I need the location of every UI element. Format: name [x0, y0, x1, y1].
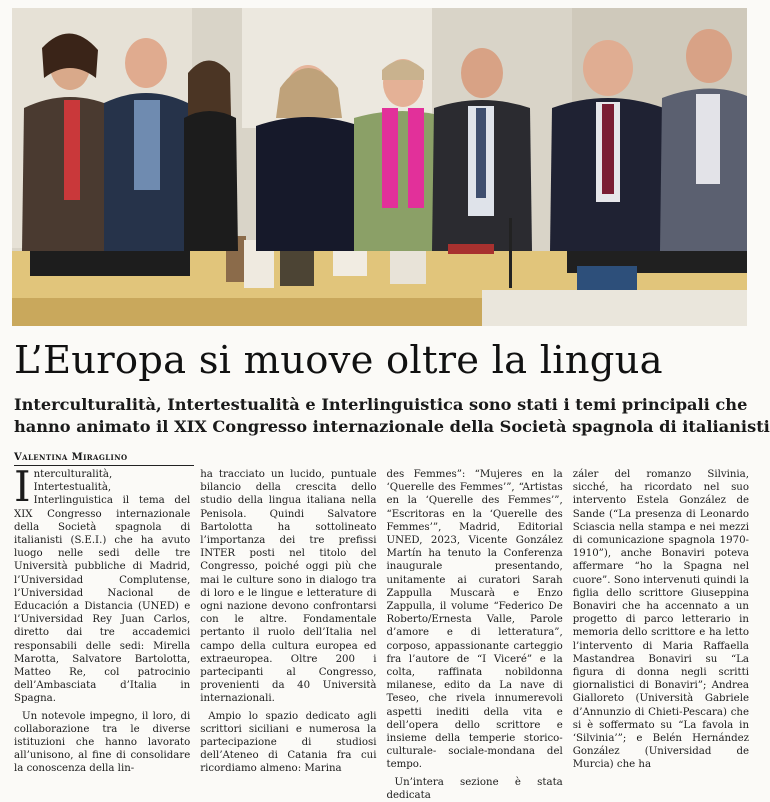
- paragraph: záler del romanzo Silvinia, sicché, ha ricordato nel suo intervento Estela González de Sande (“La presenza di Leonardo Sciascia nella stampa e nei mezzi di comunicazione spagnola 1970-1910”), anche Bonaviri poteva affermare “ho la Spagna nel cuore”. Sono intervenuti quindi la figlia dello scrittore Giuseppina Bonaviri che ha accennato a un progetto di parco letterario in memoria dello scrittore e ha letto l’intervento di Maria Raffaella Mastandrea Bonaviri su “La figura di donna negli scritti giornalistici di Bonaviri”; Andrea Gialloreto (Università Gabriele d’Annunzio di Chieti-Pescara) che si è soffermato su “La favola in ‘Silvinia’”; e Belén Hernández González (Universidad de Murcia) che ha: [572, 469, 749, 771]
- drop-cap: I: [14, 462, 31, 511]
- paragraph: Ampio lo spazio dedicato agli scrittori siciliani e numerosa la partecipazione di studiosi dell’Ateneo di Catania fra cui ricordiamo almeno: Marina: [200, 710, 377, 775]
- article-photo: [12, 8, 747, 326]
- subheadline-line: Interculturalità, Intertestualità e Interlinguistica sono stati i temi principali che: [14, 395, 748, 414]
- paragraph: Un’intera sezione è stata dedicata: [386, 776, 563, 801]
- headline: L’Europa si muove oltre la lingua: [14, 338, 663, 383]
- group-photo-image: [12, 8, 747, 326]
- paragraph: ha tracciato un lucido, puntuale bilancio della crescita dello studio della lingua italiana nella Penisola. Quindi Salvatore Bartolotta ha sottolineato l’importanza dei tre prefissi INTER posti nel titolo del Congresso, poiché oggi più che mai le culture sono in dialogo tra di loro e le lingue e letterature di ogni nazione devono confrontarsi con le altre. Fondamentale pertanto il ruolo dell’Italia nel campo della cultura europea ed extraeuropea. Oltre 200 i partecipanti al Congresso, provenienti da 40 Università internazionali.: [200, 469, 377, 705]
- paragraph-text: nterculturalità, Intertestualità, Interlinguistica il tema del XIX Congresso internazionale della Società spagnola di italianisti (S.E.I.) che ha avuto luogo nelle sedi delle tre Università pubbliche di Madrid, l’Universidad Complutense, l’Universidad Nacional de Educación a Distancia (UNED) e l’Universidad Rey Juan Carlos, diretto dai tre accademici responsabili delle sedi: Mirella Marotta, Salvatore Bartolotta, Matteo Re, col patrocinio dell’Ambasciata d’Italia in Spagna.: [14, 469, 191, 705]
- article-column-4: [572, 468, 749, 771]
- paragraph: [14, 462, 191, 706]
- article-column-3: [386, 468, 563, 801]
- byline-first-name: Valentina: [14, 452, 68, 463]
- byline-last-name: Miraglino: [71, 452, 128, 463]
- paragraph: Un notevole impegno, il loro, di collaborazione tra le diverse istituzioni che hanno lavorato all’unisono, al fine di consolidare la conoscenza della lin-: [14, 710, 191, 775]
- subheadline: [14, 394, 770, 438]
- article-body: [14, 462, 749, 801]
- paragraph: des Femmes”: “Mujeres en la ‘Querelle des Femmes’”, “Artistas en la ‘Querelle des Femmes’”, “Escritoras en la ‘Querelle des Femmes’”, Madrid, Editorial UNED, 2023, Vicente González Martín ha tenuto la Conferenza inaugurale presentando, unitamente ai curatori Sarah Zappulla Muscarà e Enzo Zappulla, il volume “Federico De Roberto/Ernesta Valle, Parole d’amore e di letteratura”, corposo, appassionante carteggio fra l’autore de “I Viceré” e la colta, raffinata nobildonna milanese, edito da La nave di Teseo, che rivela innumerevoli aspetti inediti della vita e dell’opera dello scrittore e insieme della temperie storico-culturale- sociale-mondana del tempo.: [386, 469, 563, 771]
- byline: [14, 452, 194, 466]
- article-column-2: [200, 468, 377, 775]
- article-column-1: [14, 462, 191, 775]
- subheadline-line: hanno animato il XIX Congresso internazionale della Società spagnola di italianisti: [14, 417, 770, 436]
